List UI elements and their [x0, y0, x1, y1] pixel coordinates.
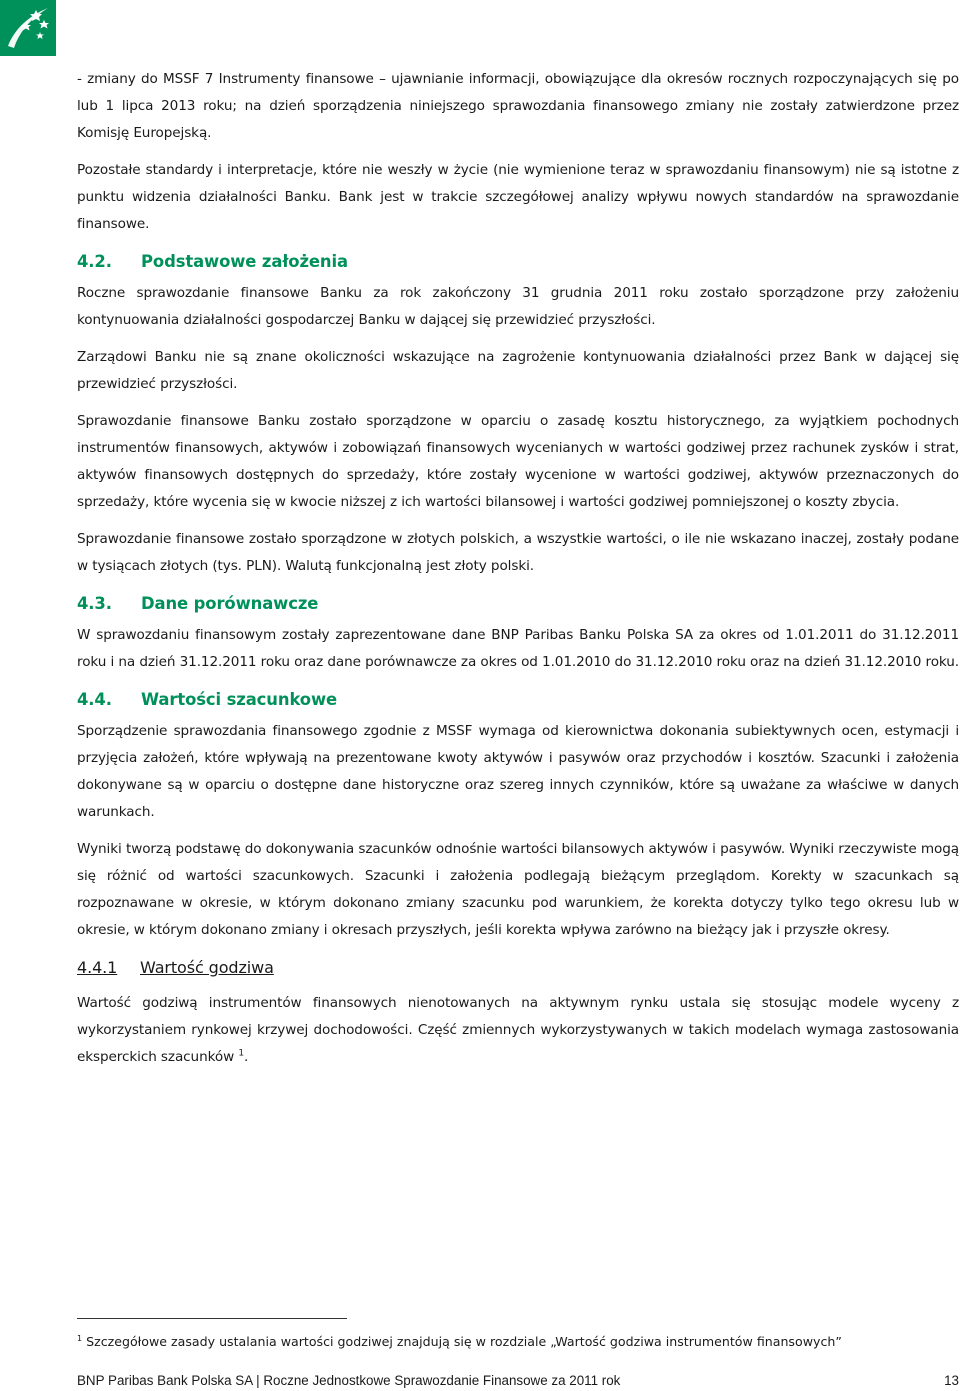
s44-paragraph-1: Sporządzenie sprawozdania finansowego zgodnie z MSSF wymaga od kierownictwa dokonania subiektywnych ocen, estymacji i przyjęcia założeń, które wpływają na prezentowane kwoty aktywów i pasywów oraz przychodów i kosztów. Szacunki i założenia dokonywane są w oparciu o dostępne dane historyczne oraz szereg innych czynników, które są uważane za właściwe w danych warunkach.	[77, 723, 959, 820]
section-title: Dane porównawcze	[141, 594, 319, 613]
section-heading-4-3	[77, 592, 959, 616]
section-number: 4.2.	[77, 252, 112, 271]
section-heading-4-4	[77, 688, 959, 712]
footnote	[77, 1333, 957, 1351]
intro-paragraph-2: Pozostałe standardy i interpretacje, które nie weszły w życie (nie wymienione teraz w sprawozdaniu finansowym) nie są istotne z punktu widzenia działalności Banku. Bank jest w trakcie szczegółowej analizy wpływu nowych standardów na sprawozdanie finansowe.	[77, 162, 959, 232]
subsection-heading-4-4-1	[77, 956, 959, 980]
s44-paragraph-2: Wyniki tworzą podstawę do dokonywania szacunków odnośnie wartości bilansowych aktywów i pasywów. Wyniki rzeczywiste mogą się różnić od wartości szacunkowych. Szacunki i założenia podlegają bieżącym przeglądom. Korekty w szacunkach są rozpoznawane w okresie, w którym dokonano zmiany szacunku pod warunkiem, że korekta dotyczy tylko tego okresu lub w okresie, w którym dokonano zmiany i okresach przyszłych, jeśli korekta wpływa zarówno na bieżący jak i przyszłe okresy.	[77, 841, 959, 938]
s42-paragraph-3: Sprawozdanie finansowe Banku zostało sporządzone w oparciu o zasadę kosztu historycznego, za wyjątkiem pochodnych instrumentów finansowych, aktywów i zobowiązań finansowych wycenianych w wartości godziwej przez rachunek zysków i strat, aktywów finansowych dostępnych do sprzedaży, które zostały wycenione w wartości godziwej, aktywów przeznaczonych do sprzedaży, które wycenia się w kwocie niższej z ich wartości bilansowej i wartości godziwej pomniejszonej o koszty zbycia.	[77, 413, 959, 510]
document-body	[77, 66, 959, 1081]
intro-paragraph-1: - zmiany do MSSF 7 Instrumenty finansowe – ujawnianie informacji, obowiązujące dla okresów rocznych rozpoczynających się po lub 1 lipca 2013 roku; na dzień sporządzenia niniejszego sprawozdania finansowego zmiany nie zostały zatwierdzone przez Komisję Europejską.	[77, 71, 959, 141]
s441-paragraph-end: .	[243, 1049, 249, 1065]
subsection-number: 4.4.1	[77, 958, 118, 977]
section-heading-4-2	[77, 250, 959, 274]
footnote-reference[interactable]: 1	[238, 1048, 244, 1059]
section-number: 4.4.	[77, 690, 112, 709]
s42-paragraph-1: Roczne sprawozdanie finansowe Banku za rok zakończony 31 grudnia 2011 roku zostało sporządzone przy założeniu kontynuowania działalności gospodarczej Banku w dającej się przewidzieć przyszłości.	[77, 285, 959, 328]
page-number: 13	[944, 1373, 959, 1388]
page-footer	[77, 1371, 959, 1391]
s441-paragraph-1	[77, 990, 959, 1071]
subsection-title: Wartość godziwa	[140, 958, 274, 977]
footer-title: BNP Paribas Bank Polska SA | Roczne Jednostkowe Sprawozdanie Finansowe za 2011 rok	[77, 1373, 621, 1388]
section-number: 4.3.	[77, 594, 112, 613]
s441-paragraph-text: Wartość godziwą instrumentów finansowych nienotowanych na aktywnym rynku ustala się stosując modele wyceny z wykorzystaniem rynkowej krzywej dochodowości. Część zmiennych wykorzystywanych w takich modelach wymaga zastosowania eksperckich szacunków	[77, 995, 959, 1065]
s42-paragraph-4: Sprawozdanie finansowe zostało sporządzone w złotych polskich, a wszystkie wartości, o ile nie wskazano inaczej, zostały podane w tysiącach złotych (tys. PLN). Walutą funkcjonalną jest złoty polski.	[77, 531, 959, 574]
footnote-divider	[77, 1318, 347, 1319]
s43-paragraph-1: W sprawozdaniu finansowym zostały zaprezentowane dane BNP Paribas Banku Polska SA za okres od 1.01.2011 do 31.12.2011 roku i na dzień 31.12.2011 roku oraz dane porównawcze za okres od 1.01.2010 do 31.12.2010 roku oraz na dzień 31.12.2010 roku.	[77, 627, 960, 670]
s42-paragraph-2: Zarządowi Banku nie są znane okoliczności wskazujące na zagrożenie kontynuowania działalności przez Bank w dającej się przewidzieć przyszłości.	[77, 349, 959, 392]
footnote-text: Szczegółowe zasady ustalania wartości godziwej znajdują się w rozdziale „Wartość godziwa instrumentów finansowych”	[86, 1334, 842, 1349]
section-title: Podstawowe założenia	[141, 252, 348, 271]
footnote-marker: 1	[77, 1333, 83, 1343]
section-title: Wartości szacunkowe	[141, 690, 338, 709]
bnp-paribas-logo-icon	[0, 0, 56, 56]
